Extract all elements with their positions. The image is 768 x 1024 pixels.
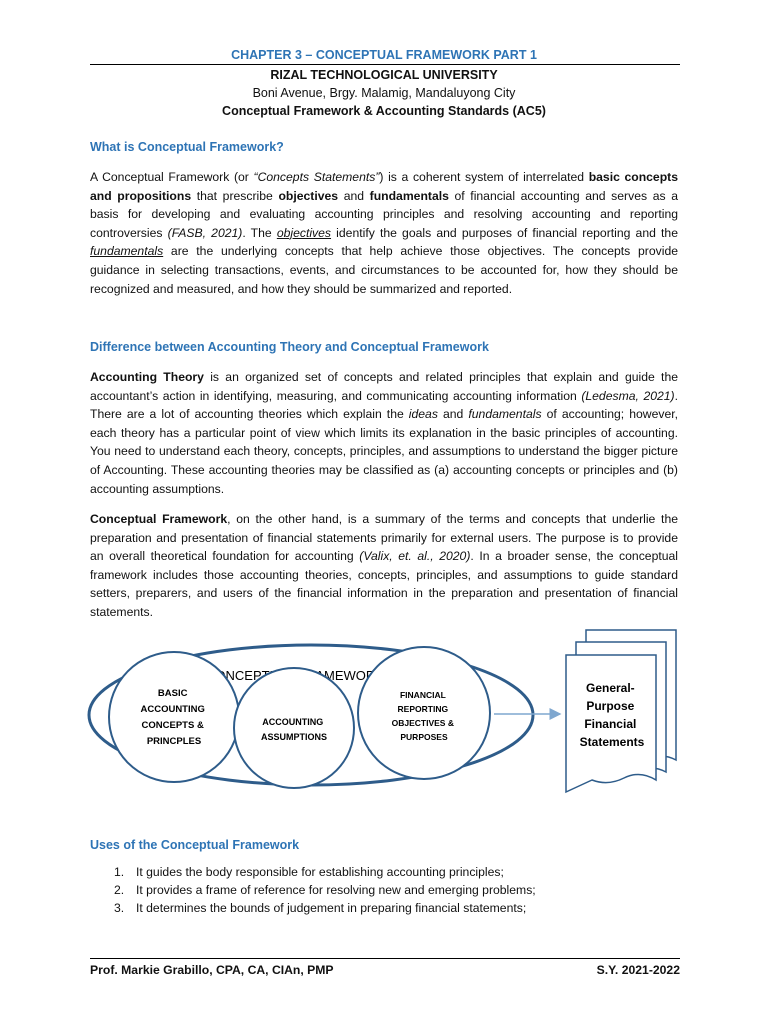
- course-title: Conceptual Framework & Accounting Standards (AC5): [222, 104, 546, 118]
- footer-author: Prof. Markie Grabillo, CPA, CA, CIAn, PMP: [90, 963, 334, 977]
- paragraph-conceptual-framework: Conceptual Framework, on the other hand, is a summary of the terms and concepts that underlie the preparation and presentation of financial statements primarily for external users. The purpose is to provide an overall theoretical foundation for accounting (Valix, et. al., 2020). In a broader sense, the conceptual framework includes those accounting theories, concepts, principles, and assumptions to guide standard setters, preparers, and users of the financial information in the preparation and presentation of financial statements.: [90, 512, 678, 619]
- university-address: Boni Avenue, Brgy. Malamig, Mandaluyong City: [252, 86, 516, 100]
- list-item: 3. It determines the bounds of judgement in preparing financial statements;: [114, 901, 527, 915]
- section-heading-difference: Difference between Accounting Theory and Conceptual Framework: [90, 340, 489, 354]
- circle-basic-concepts: [109, 652, 239, 782]
- circle-reporting-objectives-label: FINANCIAL REPORTING OBJECTIVES & PURPOSES: [391, 690, 454, 742]
- footer-school-year: S.Y. 2021-2022: [596, 963, 680, 977]
- circle-assumptions-label: ACCOUNTING ASSUMPTIONS: [260, 717, 328, 742]
- paragraph-accounting-theory: Accounting Theory is an organized set of concepts and related principles that explain and guide the accountant’s action in identifying, measuring, and communicating accounting information (Ledesma, 2021). There are a lot of accounting theories which explain the ideas and fundamentals of accounting; however, each theory has a particular point of view which limits its explanation in the basic principles of accounting. You need to understand each theory, concepts, principles, and assumptions to understand the bigger picture of Accounting. These accounting theories may be classified as (a) accounting concepts or principles and (b) accounting assumptions.: [90, 370, 679, 496]
- header-divider: [90, 64, 680, 65]
- uses-list: [114, 863, 536, 917]
- circle-basic-concepts-label: BASIC ACCOUNTING CONCEPTS & PRINCPLES: [140, 688, 205, 747]
- list-item: 1. It guides the body responsible for establishing accounting principles;: [114, 865, 504, 879]
- section-heading-uses: Uses of the Conceptual Framework: [90, 838, 300, 852]
- list-item: 2. It provides a frame of reference for resolving new and emerging problems;: [114, 883, 536, 897]
- university-name: RIZAL TECHNOLOGICAL UNIVERSITY: [270, 68, 498, 82]
- section-heading-what-is-cf: What is Conceptual Framework?: [90, 140, 284, 154]
- conceptual-framework-diagram: [0, 620, 768, 800]
- diagram-title: CONCEPTUAL FRAMEWORK: [206, 668, 384, 683]
- document-label: General- Purpose Financial Statements: [579, 681, 645, 749]
- circle-assumptions: [234, 668, 354, 788]
- chapter-title: CHAPTER 3 – CONCEPTUAL FRAMEWORK PART 1: [231, 48, 537, 62]
- footer-divider: [90, 958, 680, 959]
- paragraph-cf-definition: A Conceptual Framework (or “Concepts Statements”) is a coherent system of interrelated basic concepts and propositions that prescribe objectives and fundamentals of financial accounting and serves as a basis for developing and evaluating accounting principles and resolving accounting and reporting controversies (FASB, 2021). The objectives identify the goals and purposes of financial reporting and the fundamentals are the underlying concepts that help achieve those objectives. The concepts provide guidance in selecting transactions, events, and circumstances to be accounted for, how they should be recognized and measured, and how they should be summarized and reported.: [90, 170, 678, 296]
